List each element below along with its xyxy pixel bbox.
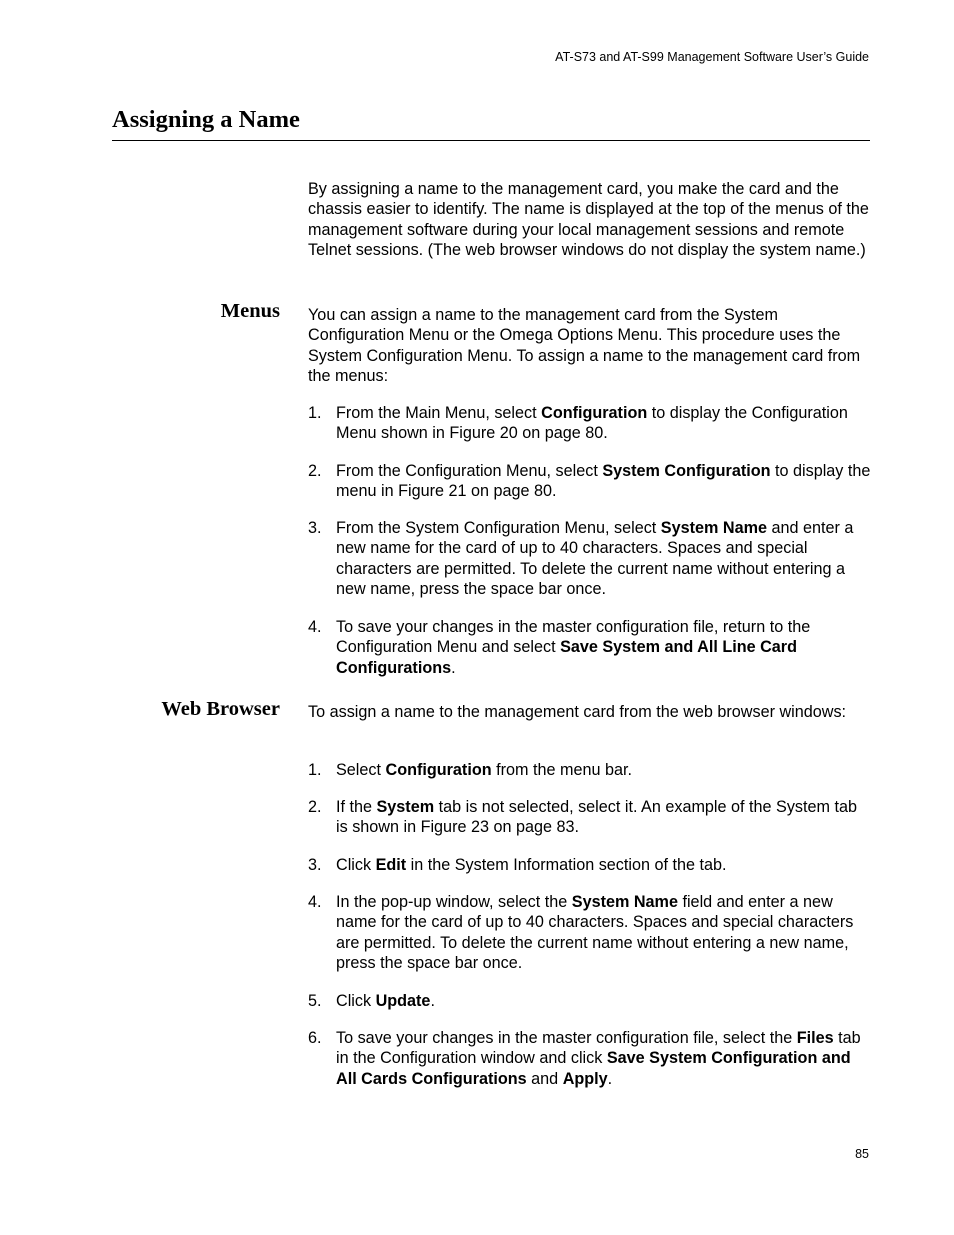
ui-term: Save System and All Line Card Configurations bbox=[336, 638, 797, 677]
step-text: from the menu bar. bbox=[491, 761, 632, 779]
step-number: 2. bbox=[308, 798, 322, 816]
step-number: 5. bbox=[308, 992, 322, 1010]
step-text: tab in the Configuration window and click bbox=[336, 1029, 861, 1068]
web-step-6 bbox=[308, 1028, 872, 1089]
step-text: and enter a new name for the card of up to 40 characters. Spaces and special characters are permitted. To delete the current name without entering a new name, press the space bar once. bbox=[336, 519, 854, 598]
step-text: If the bbox=[336, 798, 377, 816]
ui-term: System Configuration bbox=[602, 462, 771, 480]
ui-term: Update bbox=[375, 992, 431, 1010]
page-number: 85 bbox=[855, 1147, 869, 1161]
step-text: . bbox=[451, 658, 456, 677]
menus-intro: You can assign a name to the management card from the System Configuration Menu or the Omega Options Menu. This procedure uses the System Configuration Menu. To assign a name to the management card from the menus: bbox=[308, 306, 861, 385]
step-number: 6. bbox=[308, 1029, 322, 1047]
step-text: to display the Configuration Menu shown in Figure 20 on page 80. bbox=[336, 404, 848, 443]
step-text: and bbox=[526, 1069, 563, 1088]
web-browser-intro: To assign a name to the management card from the web browser windows: bbox=[308, 703, 847, 721]
running-header: AT-S73 and AT-S99 Management Software User’s Guide bbox=[555, 50, 869, 64]
section-title: Assigning a Name bbox=[112, 106, 300, 133]
step-number: 1. bbox=[308, 404, 322, 422]
step-number: 1. bbox=[308, 761, 322, 779]
step-text: To save your changes in the master configuration file, select the bbox=[336, 1029, 797, 1047]
ui-term: Apply bbox=[562, 1069, 608, 1088]
web-step-3 bbox=[308, 855, 872, 875]
step-text: To save your changes in the master configuration file, return to the Configuration Menu and select bbox=[336, 618, 811, 657]
ui-term: Configuration bbox=[541, 404, 648, 422]
step-number: 4. bbox=[308, 618, 322, 636]
web-step-2 bbox=[308, 797, 872, 838]
menus-step-3 bbox=[308, 518, 872, 599]
step-text: In the pop-up window, select the bbox=[336, 893, 572, 911]
ui-term: System Name bbox=[660, 519, 767, 537]
intro-paragraph: By assigning a name to the management card, you make the card and the chassis easier to identify. The name is displayed at the top of the menus of the management software during your local management sessions and remote Telnet sessions. (The web browser windows do not display the system name.) bbox=[308, 180, 869, 259]
step-text: to display the menu in Figure 21 on page 80. bbox=[336, 462, 871, 501]
web-step-5 bbox=[308, 991, 872, 1011]
step-text: tab is not selected, select it. An example of the System tab is shown in Figure 23 on page 83. bbox=[336, 798, 857, 837]
ui-term: Save System Configuration and All Cards Configurations bbox=[336, 1049, 851, 1088]
ui-term: Files bbox=[796, 1029, 834, 1047]
ui-term: Edit bbox=[375, 856, 407, 874]
step-text: . bbox=[607, 1069, 613, 1088]
ui-term: Configuration bbox=[385, 761, 492, 779]
web-step-4 bbox=[308, 892, 872, 973]
step-number: 4. bbox=[308, 893, 322, 911]
web-step-1 bbox=[308, 760, 872, 780]
step-text: Select bbox=[336, 761, 386, 779]
step-number: 3. bbox=[308, 856, 322, 874]
step-text: Click bbox=[336, 992, 376, 1010]
menus-step-2 bbox=[308, 461, 872, 502]
step-number: 2. bbox=[308, 462, 322, 480]
menus-heading: Menus bbox=[220, 300, 280, 322]
step-text: field and enter a new name for the card of up to 40 characters. Spaces and special characters are permitted. To delete the current name without entering a new name, press the space bar once. bbox=[336, 893, 854, 972]
step-text: From the Configuration Menu, select bbox=[336, 462, 603, 480]
menus-step-1 bbox=[308, 403, 872, 444]
ui-term: System Name bbox=[571, 893, 678, 911]
step-number: 3. bbox=[308, 519, 322, 537]
web-browser-heading: Web Browser bbox=[161, 698, 280, 720]
step-text: Click bbox=[336, 856, 376, 874]
step-text: From the System Configuration Menu, select bbox=[336, 519, 661, 537]
menus-step-4 bbox=[308, 617, 872, 678]
ui-term: System bbox=[376, 798, 435, 816]
step-text: From the Main Menu, select bbox=[336, 404, 542, 422]
step-text: . bbox=[430, 992, 435, 1010]
step-text: in the System Information section of the tab. bbox=[406, 856, 727, 874]
title-divider bbox=[112, 140, 870, 141]
